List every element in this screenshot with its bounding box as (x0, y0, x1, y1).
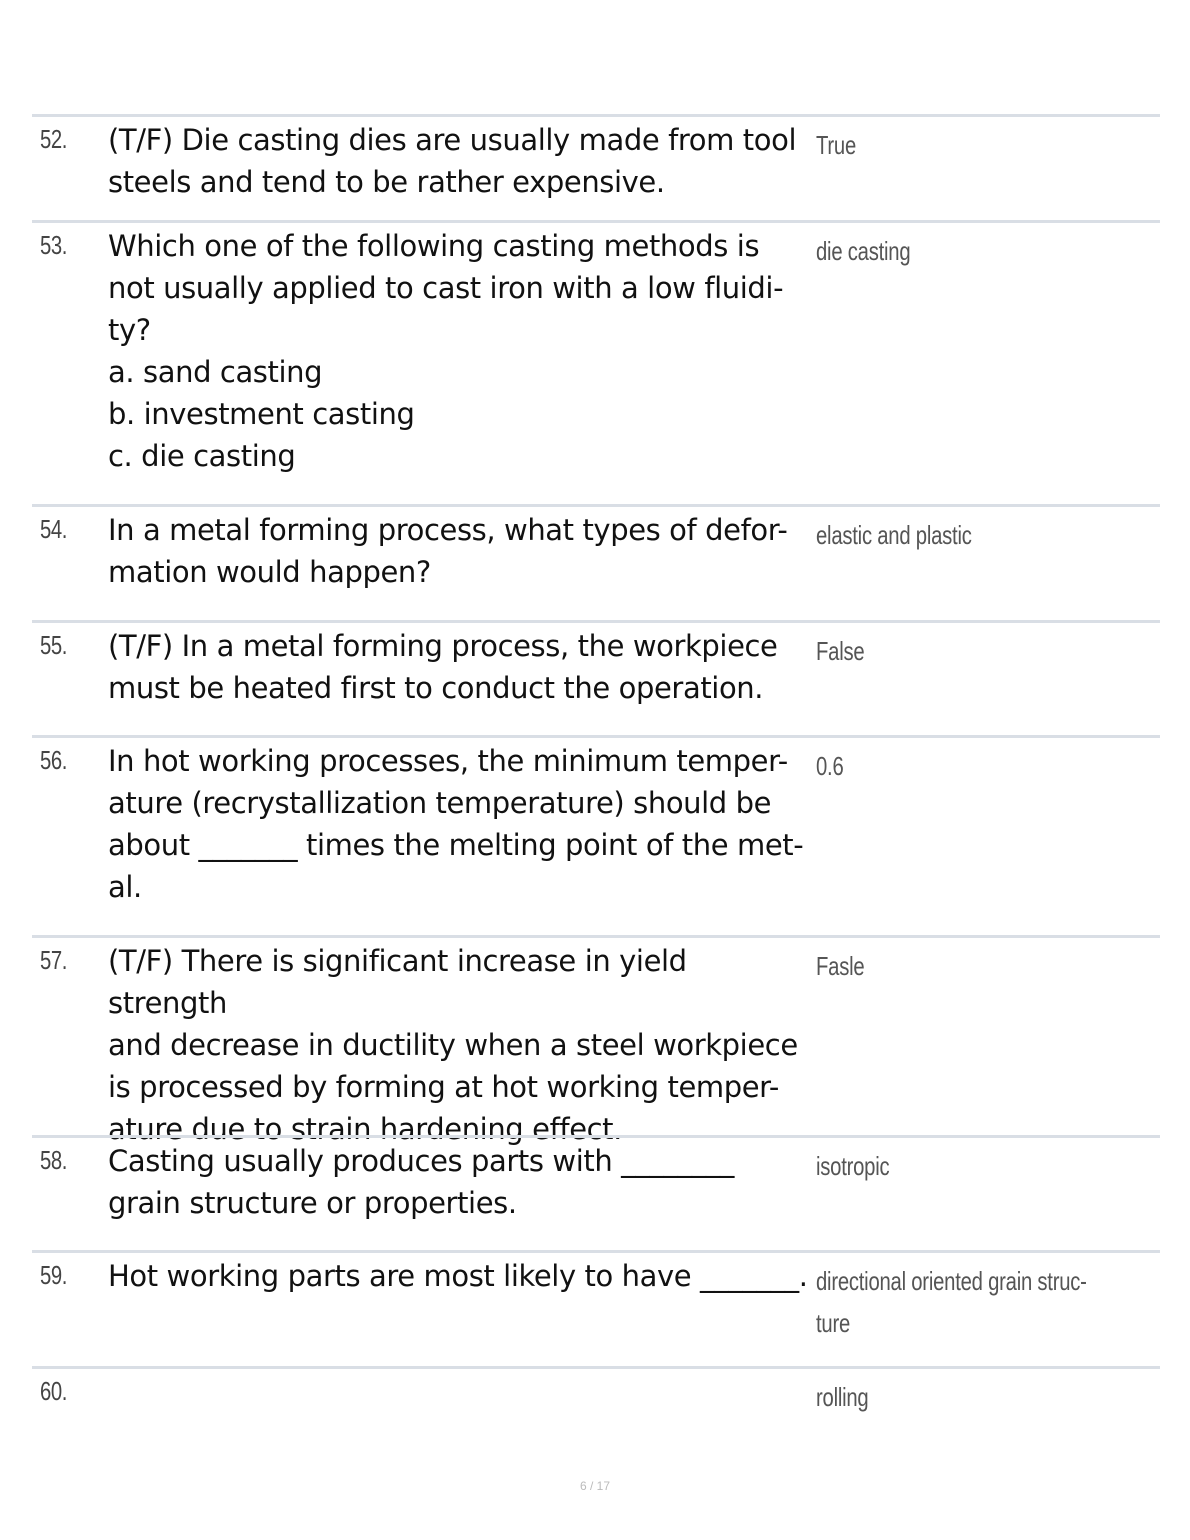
card-definition: Fasle (816, 951, 865, 981)
page-indicator: 6 / 17 (579, 1479, 611, 1493)
card-definition: die casting (816, 236, 911, 266)
flashcard-list (32, 114, 1160, 1456)
card-definition: 0.6 (816, 751, 844, 781)
card-term (108, 1369, 808, 1371)
card-term: Which one of the following casting methods is not usually applied to cast iron with a low fluidi- ty? a. sand casting b. investment casting c. die casting (108, 229, 784, 473)
card-number: 59. (40, 1260, 68, 1290)
card-definition: True (816, 130, 857, 160)
flashcard-row (32, 504, 1160, 620)
card-number: 60. (40, 1376, 68, 1406)
card-number: 58. (40, 1145, 68, 1175)
flashcard-row (32, 735, 1160, 935)
card-term: Casting usually produces parts with ________ grain structure or properties. (108, 1144, 734, 1220)
card-definition: directional oriented grain struc- ture (816, 1266, 1087, 1338)
flashcard-row (32, 1250, 1160, 1366)
card-term: (T/F) In a metal forming process, the workpiece must be heated first to conduct the operation. (108, 629, 778, 705)
card-number: 57. (40, 945, 68, 975)
card-definition: False (816, 636, 865, 666)
flashcard-row (32, 1135, 1160, 1250)
card-number: 54. (40, 514, 68, 544)
card-number: 55. (40, 630, 68, 660)
card-term: In hot working processes, the minimum temper- ature (recrystallization temperature) should be about _______ times the melting point of the met- al. (108, 744, 804, 904)
flashcard-row (32, 620, 1160, 735)
card-number: 56. (40, 745, 68, 775)
card-term: (T/F) There is significant increase in yield strength and decrease in ductility when a steel workpiece is processed by forming at hot working temper- ature due to strain hardening effect. (108, 944, 798, 1146)
card-definition: isotropic (816, 1151, 890, 1181)
card-number: 52. (40, 124, 68, 154)
card-definition: rolling (816, 1382, 869, 1412)
card-term: Hot working parts are most likely to have _______. (108, 1259, 808, 1293)
flashcard-row (32, 1366, 1160, 1456)
flashcard-row (32, 114, 1160, 220)
card-number: 53. (40, 230, 68, 260)
flashcard-row (32, 935, 1160, 1146)
card-term: (T/F) Die casting dies are usually made from tool steels and tend to be rather expensive. (108, 123, 797, 199)
flashcard-row (32, 220, 1160, 504)
card-term: In a metal forming process, what types of defor- mation would happen? (108, 513, 788, 589)
card-definition: elastic and plastic (816, 520, 972, 550)
